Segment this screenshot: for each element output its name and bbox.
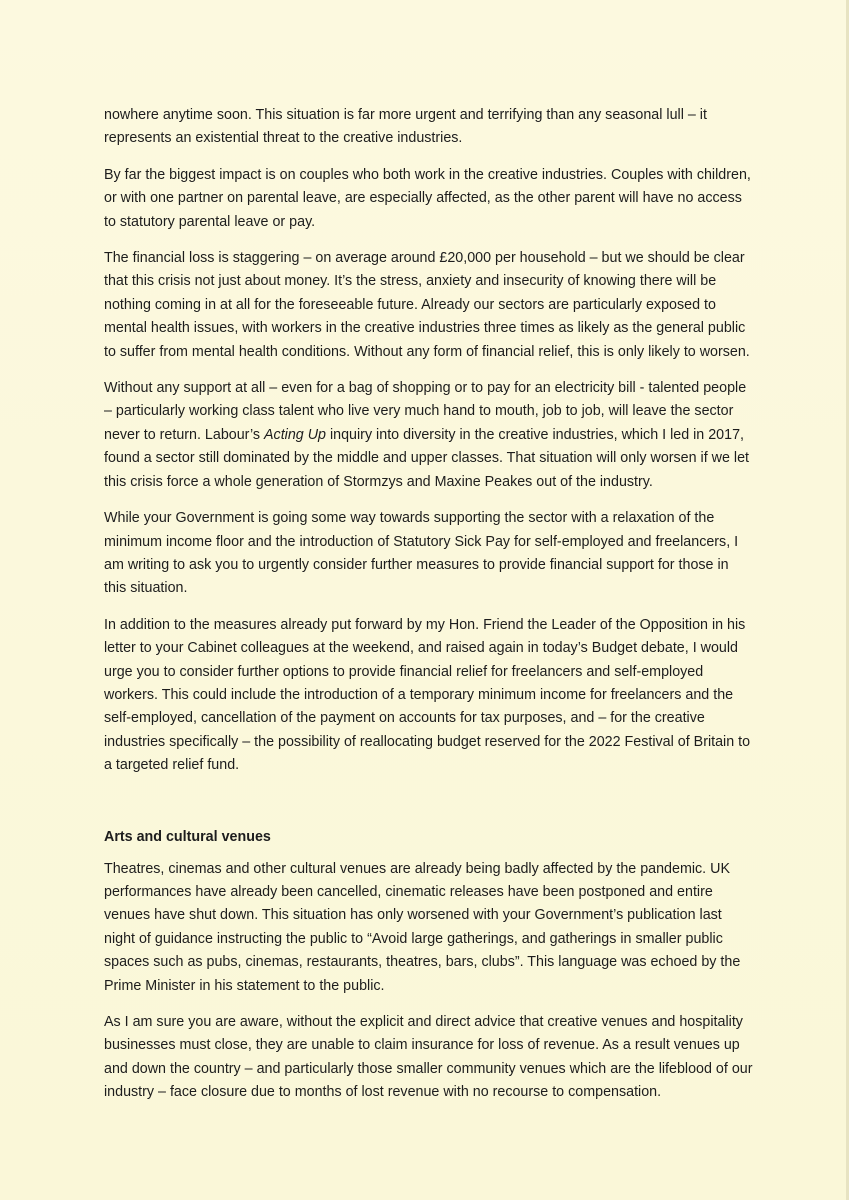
paragraph-6: In addition to the measures already put forward by my Hon. Friend the Leader of the Opposition in his letter to your Cabinet colleagues at the weekend, and raised again in today’s Budget debate, I would urge you to consider further options to provide financial relief for freelancers and self-employed workers. This could include the introduction of a temporary minimum income for freelancers and the self-employed, cancellation of the payment on accounts for tax purposes, and – for the creative industries specifically – the possibility of reallocating budget reserved for the 2022 Festival of Britain to a targeted relief fund. (104, 616, 751, 774)
paragraph-4-text-b: inquiry into diversity in the creative industries, which I led in 2017, found a sector still dominated by the middle and upper classes. That situation will only worsen if we let this crisis force a whole generation of Stormzys and Maxine Peakes out of the industry. (104, 426, 750, 490)
paragraph-4-text-a: Without any support at all – even for a bag of shopping or to pay for an electricity bill - talented people – particularly working class talent who live very much hand to mouth, job to job, will leave the sector never to return. Labour’s (104, 380, 747, 443)
paragraph-5: While your Government is going some way towards supporting the sector with a relaxation of the minimum income floor and the introduction of Statutory Sick Pay for self-employed and freelancers, I am writing to ask you to urgently consider further measures to provide financial support for those in this situation. (104, 510, 739, 597)
paragraph-2: By far the biggest impact is on couples who both work in the creative industries. Couples with children, or with one partner on parental leave, are especially affected, as the other parent will have no access to statutory parental leave or pay. (104, 166, 751, 230)
acting-up-title: Acting Up (264, 426, 326, 443)
paragraph-8: As I am sure you are aware, without the explicit and direct advice that creative venues and hospitality businesses must close, they are unable to claim insurance for loss of revenue. As a result venues up and down the country – and particularly those smaller community venues which are the lifeblood of our industry – face closure due to months of lost revenue with no recourse to compensation. (104, 1014, 753, 1101)
paragraph-1: nowhere anytime soon. This situation is far more urgent and terrifying than any seasonal lull – it represents an existential threat to the creative industries. (104, 107, 707, 147)
paragraph-3: The financial loss is staggering – on average around £20,000 per household – but we should be clear that this crisis not just about money. It’s the stress, anxiety and insecurity of knowing there will be nothing coming in at all for the foreseeable future. Already our sectors are particularly exposed to mental health issues, with workers in the creative industries three times as likely as the general public to suffer from mental health conditions. Without any form of financial relief, this is only likely to worsen. (104, 250, 750, 360)
letter-body (104, 104, 754, 1118)
section-heading: Arts and cultural venues (104, 828, 271, 845)
paragraph-7: Theatres, cinemas and other cultural venues are already being badly affected by the pandemic. UK performances have already been cancelled, cinematic releases have been postponed and entire venues have shut down. This situation has only worsened with your Government’s publication last night of guidance instructing the public to “Avoid large gatherings, and gatherings in smaller public spaces such as pubs, cinemas, restaurants, theatres, bars, clubs”. This language was echoed by the Prime Minister in his statement to the public. (104, 860, 741, 994)
section-gap (104, 791, 754, 826)
paragraph-acting-up (104, 377, 754, 494)
